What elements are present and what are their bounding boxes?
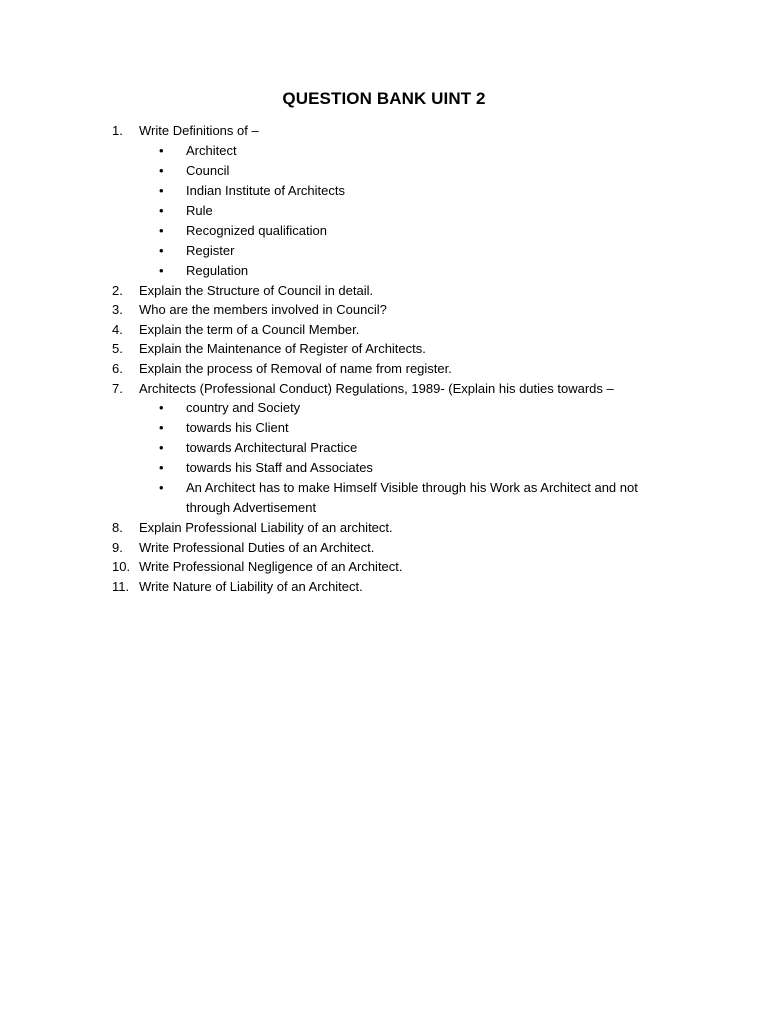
sub-item (159, 398, 672, 418)
question-number: 10. (112, 559, 131, 575)
question-list (112, 121, 672, 597)
question-item (112, 121, 672, 281)
bullet-icon: • (159, 242, 164, 258)
question-text: Explain the Maintenance of Register of Architects. (139, 341, 426, 357)
question-number: 5. (112, 341, 123, 357)
bullet-icon: • (159, 142, 164, 158)
question-number: 2. (112, 282, 123, 298)
sub-list (159, 398, 672, 518)
question-number: 7. (112, 380, 123, 396)
question-number: 8. (112, 520, 123, 536)
bullet-icon: • (159, 420, 164, 436)
question-item (112, 518, 672, 538)
sub-item-text: Council (186, 162, 230, 178)
question-number: 4. (112, 321, 123, 337)
question-text: Write Professional Duties of an Architect. (139, 539, 375, 555)
question-item (112, 359, 672, 379)
sub-item (159, 181, 672, 201)
question-item (112, 281, 672, 301)
sub-item (159, 418, 672, 438)
question-text: Explain the term of a Council Member. (139, 321, 360, 337)
sub-item (159, 261, 672, 281)
sub-item-text: Architect (186, 142, 237, 158)
question-text: Explain Professional Liability of an architect. (139, 520, 393, 536)
question-number: 1. (112, 123, 123, 138)
sub-item (159, 161, 672, 181)
sub-item (159, 438, 672, 458)
bullet-icon: • (159, 182, 164, 198)
question-text: Write Definitions of – (139, 123, 259, 138)
sub-item-text: Rule (186, 202, 213, 218)
sub-item-text: towards his Staff and Associates (186, 460, 373, 476)
question-text: Explain the Structure of Council in detail. (139, 282, 374, 298)
question-item (112, 300, 672, 320)
bullet-icon: • (159, 222, 164, 238)
question-item (112, 538, 672, 558)
sub-item-text: country and Society (186, 400, 301, 416)
question-item (112, 320, 672, 340)
question-number: 3. (112, 302, 123, 318)
sub-item (159, 478, 672, 518)
question-item (112, 557, 672, 577)
sub-item-text: Regulation (186, 262, 249, 278)
question-text: Write Professional Negligence of an Architect. (139, 559, 403, 575)
question-number: 6. (112, 360, 123, 376)
bullet-icon: • (159, 460, 164, 476)
question-text: Explain the process of Removal of name from register. (139, 360, 452, 376)
question-number: 9. (112, 539, 123, 555)
sub-item-text: Indian Institute of Architects (186, 182, 345, 198)
sub-item (159, 458, 672, 478)
sub-item-text: Register (186, 242, 235, 258)
question-item (112, 379, 672, 519)
bullet-icon: • (159, 202, 164, 218)
sub-list (159, 141, 672, 281)
question-number: 11. (112, 578, 130, 594)
question-text: Who are the members involved in Council? (139, 302, 387, 318)
sub-item-text: towards his Client (186, 420, 289, 436)
question-item (112, 577, 672, 597)
bullet-icon: • (159, 400, 164, 416)
question-item (112, 339, 672, 359)
sub-item (159, 141, 672, 161)
sub-item (159, 201, 672, 221)
bullet-icon: • (159, 440, 164, 456)
document-title: QUESTION BANK UINT 2 (282, 89, 486, 108)
sub-item-text: towards Architectural Practice (186, 440, 358, 456)
question-text: Write Nature of Liability of an Architect. (139, 578, 363, 594)
sub-item (159, 221, 672, 241)
question-text: Architects (Professional Conduct) Regulations, 1989- (Explain his duties towards – (139, 380, 614, 396)
bullet-icon: • (159, 480, 164, 496)
sub-item-text: An Architect has to make Himself Visible through his Work as Architect and not through Advertisement (186, 480, 638, 516)
sub-item-text: Recognized qualification (186, 222, 327, 238)
bullet-icon: • (159, 262, 164, 278)
sub-item (159, 241, 672, 261)
bullet-icon: • (159, 162, 164, 178)
